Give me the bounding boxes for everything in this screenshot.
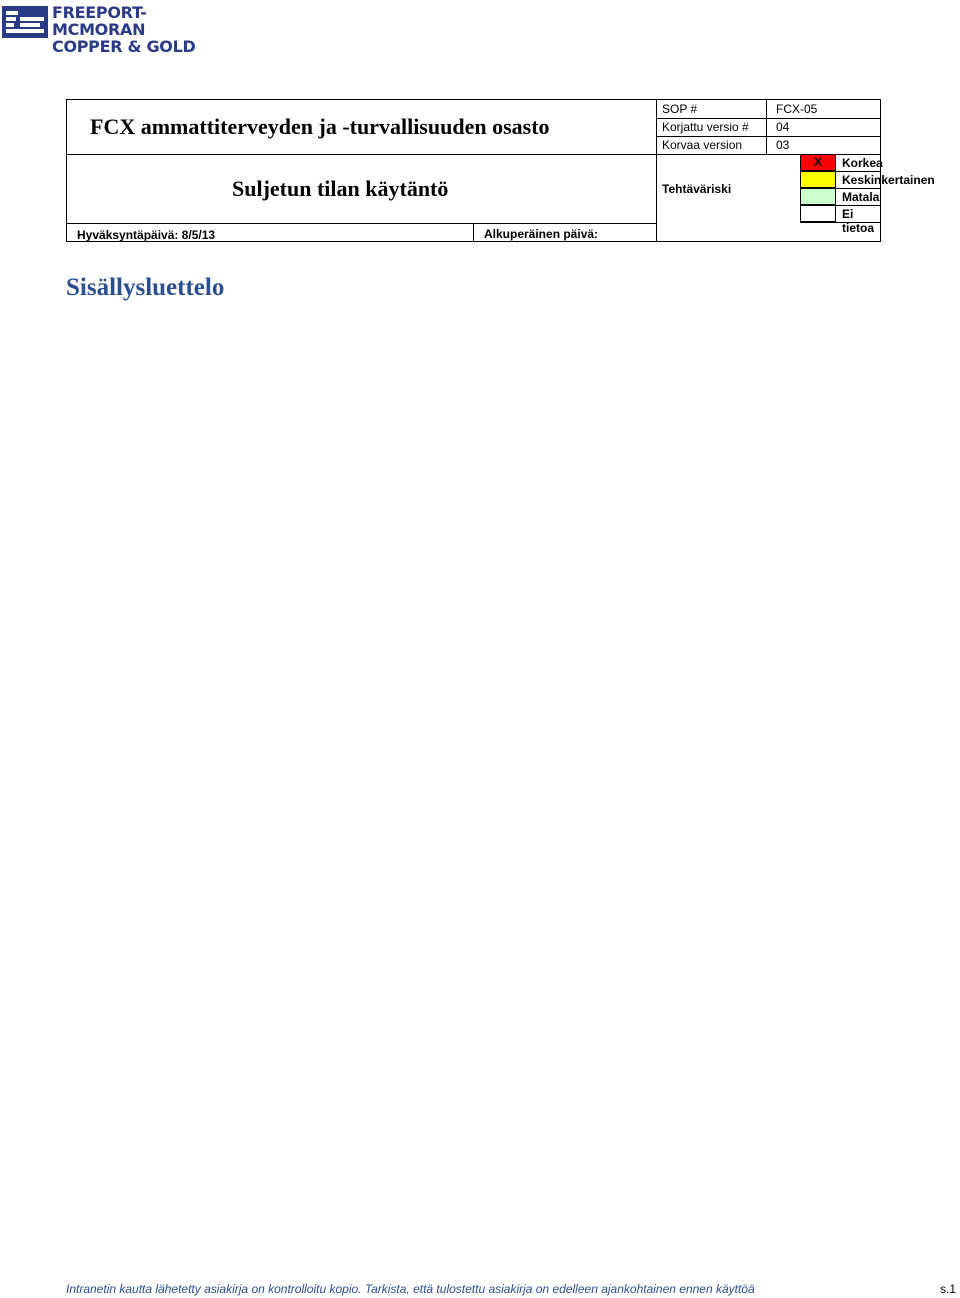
replaces-label: Korvaa version: [662, 138, 743, 152]
department-title: FCX ammattiterveyden ja -turvallisuuden osasto: [90, 114, 550, 139]
sop-label: SOP #: [662, 102, 698, 116]
original-date-cell: [473, 223, 657, 241]
risk-low-box: [800, 188, 836, 205]
approval-date: Hyväksyntäpäivä: 8/5/13: [77, 228, 216, 242]
header-title-row: [67, 100, 656, 155]
sop-row: [656, 100, 880, 119]
header-right: [656, 100, 935, 241]
revision-label: Korjattu versio #: [662, 120, 749, 134]
page-number: s.1: [940, 1282, 957, 1296]
task-risk-label: Tehtäväriski: [662, 182, 732, 196]
revision-row: [656, 118, 880, 137]
policy-title: Suljetun tilan käytäntö: [232, 176, 449, 201]
sop-value: FCX-05: [776, 102, 818, 116]
fcx-logo-icon: [2, 6, 48, 38]
replaces-value: 03: [776, 138, 790, 152]
document-header: [66, 99, 935, 242]
risk-high-box: X: [800, 154, 836, 171]
replaces-row: [656, 136, 880, 155]
risk-na-box: [800, 205, 836, 222]
risk-medium-box: [800, 171, 836, 188]
company-logo: [2, 3, 234, 56]
logo-wordmark: [52, 4, 234, 55]
risk-na-label: Ei tietoa: [842, 207, 875, 235]
toc-title: Sisällysluettelo: [66, 274, 225, 301]
risk-high-label: Korkea: [842, 156, 883, 170]
revision-value: 04: [776, 120, 790, 134]
risk-medium-label: Keskinkertainen: [842, 173, 935, 187]
logo-line-1: FREEPORT-MCMORAN: [52, 3, 147, 39]
original-date: Alkuperäinen päivä:: [484, 227, 599, 241]
header-left: [67, 100, 657, 241]
risk-low-label: Matala: [842, 190, 880, 204]
footer-disclaimer: Intranetin kautta lähetetty asiakirja on kontrolloitu kopio. Tarkista, että tulostettu asiakirja on edelleen ajankohtainen ennen käyttöä: [66, 1282, 755, 1296]
logo-line-2: COPPER & GOLD: [52, 37, 196, 56]
